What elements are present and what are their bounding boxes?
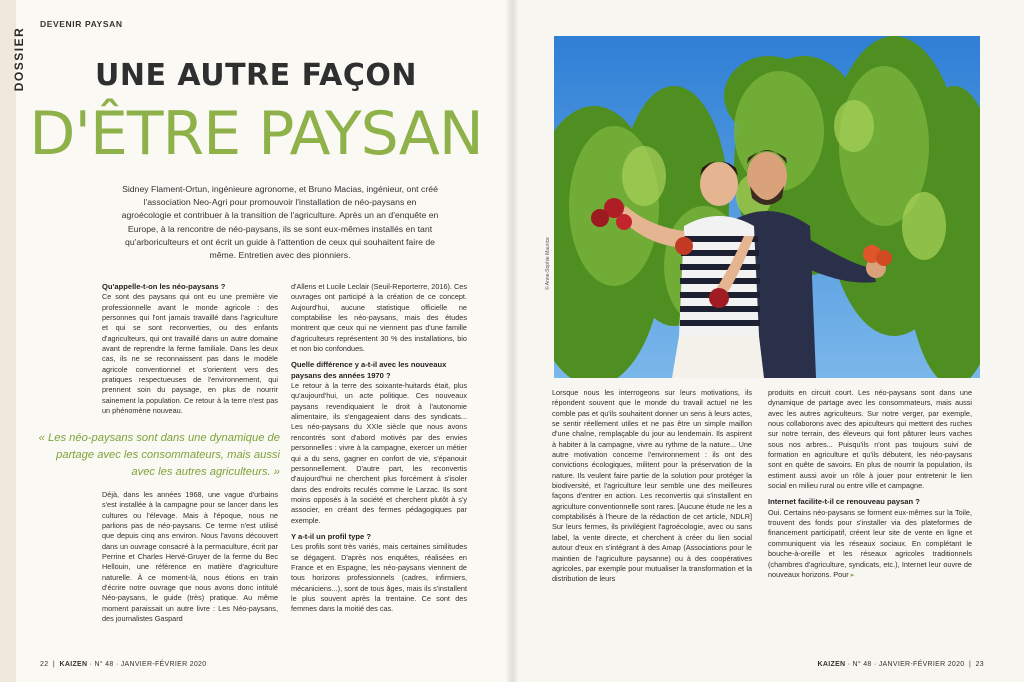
title-line-2: D'ÊTRE PAYSAN [29,99,483,169]
continue-arrow-icon: ▸ [850,571,855,579]
answer-paragraph: produits en circuit court. Les néo-paysans sont dans une dynamique de partage avec les consommateurs, mais aussi avec les autres agriculteurs. Sur notre verger, par exemple, nous collaborons avec des apiculteurs qui mettent des ruches sur notre terrain, des éleveurs qui font pâturer leurs vaches sous nos arbres... Puisqu'ils n'ont pas toujours suivi de formation en agriculture et qu'ils débutent, les néo-paysans sont en quête de savoirs. En plus de nourrir la population, ils estiment aussi avoir un rôle à jouer pour entretenir le lien social en milieu rural ou entre ville et campagne. [768,388,972,491]
photo-illustration [554,36,980,378]
folio-right: KAIZEN · N° 48 · JANVIER-FÉVRIER 2020 | 23 [817,661,984,668]
question-heading: Internet facilite-t-il ce renouveau paysan ? [768,497,920,507]
page-number: 22 [40,661,49,668]
answer-paragraph: Le retour à la terre des soixante-huitards était, plus qu'aujourd'hui, un acte politique. Ces nouveaux paysans revendiquaient le droit à l'autonomie alimentaire, ils s'engageaient dans des syndicats... Les néo-paysans du XXIe siècle que nous avons rencontrés sont d'abord motivés par des envies personnelles : vivre à la campagne, exercer un métier qui a du sens, gagner en confort de vie, s'épanouir personnellement. D'autre part, les reconvertis d'aujourd'hui ne cherchent plus forcément à s'isoler dans des endroits reculés comme le Larzac. Ils sont moins opposés à la société et cherchent plutôt à s'y associer, en créant des fermes pédagogiques par exemple. [291,381,467,525]
column-1-continued [102,490,278,624]
column-2 [291,282,467,615]
answer-paragraph: Déjà, dans les années 1968, une vague d'urbains s'est installée à la campagne pour se lancer dans les cultures ou l'élevage. Mais à l'époque, nous ne parlions pas de néo-paysans. Ce terme n'est utilisé que depuis cinq ans environ. Nous l'avons découvert dans un ouvrage consacré à la permaculture, écrit par Perrine et Charles Hervé-Gruyer de la ferme du Bec Hellouin, une référence en matière d'agriculture naturelle. À ce moment-là, nous étions en train d'écrire notre ouvrage que nous avons donc intitulé Néo-paysans, le guide (très) pratique. Au même moment paraissait un autre livre : Les Néo-paysans, des journalistes Gaspard [102,490,278,624]
answer-paragraph: Lorsque nous les interrogeons sur leurs motivations, ils répondent souvent que le monde du travail actuel ne les comble pas et qu'ils souhaitent donner un sens à leurs actes, se sentir réellement utiles et ne pas être un simple maillon d'une chaîne, remplaçable du jour au lendemain. Ils aspirent à habiter à la campagne, vivre au rythme de la nature... Une autre motivation concerne l'environnement : ils ont des convictions écologiques, militent pour la préservation de la nature. Ils veulent faire partie de la solution pour protéger la biodiversité, et l'agriculture leur semble une des meilleures façons d'entrer en action. Les reconvertis qui s'installent en agriculture conventionnelle sont rares. [Aucune étude ne les a comptabilisés à l'heure de la rédaction de cet article, NDLR] Sur leurs fermes, ils privilégient l'agroécologie, avec ou sans label, la vente directe, et cherchent à créer du lien social autour d'eux en s'intégrant à des Amap (Associations pour le maintien de l'agriculture paysanne) ou à des coopératives agricoles, par exemple pour mutualiser la transformation et la distribution de leurs [552,388,752,584]
right-page [512,0,1024,682]
answer-paragraph [768,508,972,581]
page-number: 23 [975,661,984,668]
section-label: DEVENIR PAYSAN [40,19,123,29]
answer-text: Oui. Certains néo-paysans se forment eux-mêmes sur la Toile, trouvent des fonds pour s'installer via des plateformes de financement participatif, créent leur site de vente en ligne et communiquent via les réseaux sociaux. En complétant le bouche-à-oreille et les réseaux agricoles traditionnels (chambres d'agriculture, syndicats, etc.), Internet leur ouvre de nouveaux horizons. Pour [768,507,972,579]
question-heading: Quelle différence y a-t-il avec les nouveaux paysans des années 1970 ? [291,360,447,380]
issue-info: · N° 48 · JANVIER-FÉVRIER 2020 [847,661,965,668]
column-3 [552,388,752,585]
answer-paragraph: d'Allens et Lucile Leclair (Seuil-Reporterre, 2016). Ces ouvrages ont participé à la création de ce concept. Aujourd'hui, aucune statistique officielle ne comptabilise les néo-paysans, mais des études montrent que ceux qui ne viennent pas d'une famille d'agriculteurs représentent 30 % des installations, bio et non bio confondues. [291,282,467,354]
pull-quote: « Les néo-paysans sont dans une dynamique de partage avec les consommateurs, mais aussi avec les autres agriculteurs. » [38,432,280,478]
spine-gutter [505,0,519,682]
column-1 [102,282,278,416]
rubric-label: DOSSIER [12,26,26,92]
column-4 [768,388,972,581]
folio-left: 22 | KAIZEN · N° 48 · JANVIER-FÉVRIER 2020 [40,661,207,668]
answer-paragraph: Les profils sont très variés, mais certaines similitudes se dégagent. D'après nos enquêtes, réalisées en France et en Espagne, les néo-paysans viennent de tous horizons professionnels (cadres, infirmiers, mécaniciens...), sont de tous âges, mais ils s'installent le plus souvent après la trentaine. Ce sont des femmes dans la moitié des cas. [291,542,467,614]
answer-paragraph: Ce sont des paysans qui ont eu une première vie professionnelle avant le monde agricole : des personnes qui l'ont jamais travaillé dans l'agriculture et qui se sont reconverties, ou des enfants d'agriculteurs, qui ont travaillé dans un autre domaine avant de reprendre la ferme familiale. Dans les deux cas, ils ne se reconnaissent pas dans le modèle agricole conventionnel et s'orientent vers des pratiques respectueuses de l'environnement, qui prennent soin du paysage, en plus de nourrir sainement la population. Ce retour à la terre n'est pas un phénomène nouveau. [102,292,278,416]
intro-paragraph: Sidney Flament-Ortun, ingénieure agronome, et Bruno Macias, ingénieur, ont créé l'association Neo-Agri pour promouvoir l'installation de néo-paysans en agroécologie et contribuer à la transition de l'agriculture. Après un an d'enquête en Europe, à la rencontre de néo-paysans, ils se sont eux-mêmes installés en tant qu'arboriculteurs et ont écrit un guide à l'attention de ceux qui souhaitent faire de même. Entretien avec des pionniers. [121,184,439,261]
photo-credit: © Anne-Sophie Maurice [545,237,551,290]
question-heading: Qu'appelle-t-on les néo-paysans ? [102,282,226,291]
magazine-name: KAIZEN [59,661,88,668]
portrait-photo [554,36,980,378]
title-line-1: UNE AUTRE FAÇON [95,58,417,93]
question-heading: Y a-t-il un profil type ? [291,531,372,541]
issue-info: · N° 48 · JANVIER-FÉVRIER 2020 [89,661,207,668]
magazine-name: KAIZEN [817,661,846,668]
